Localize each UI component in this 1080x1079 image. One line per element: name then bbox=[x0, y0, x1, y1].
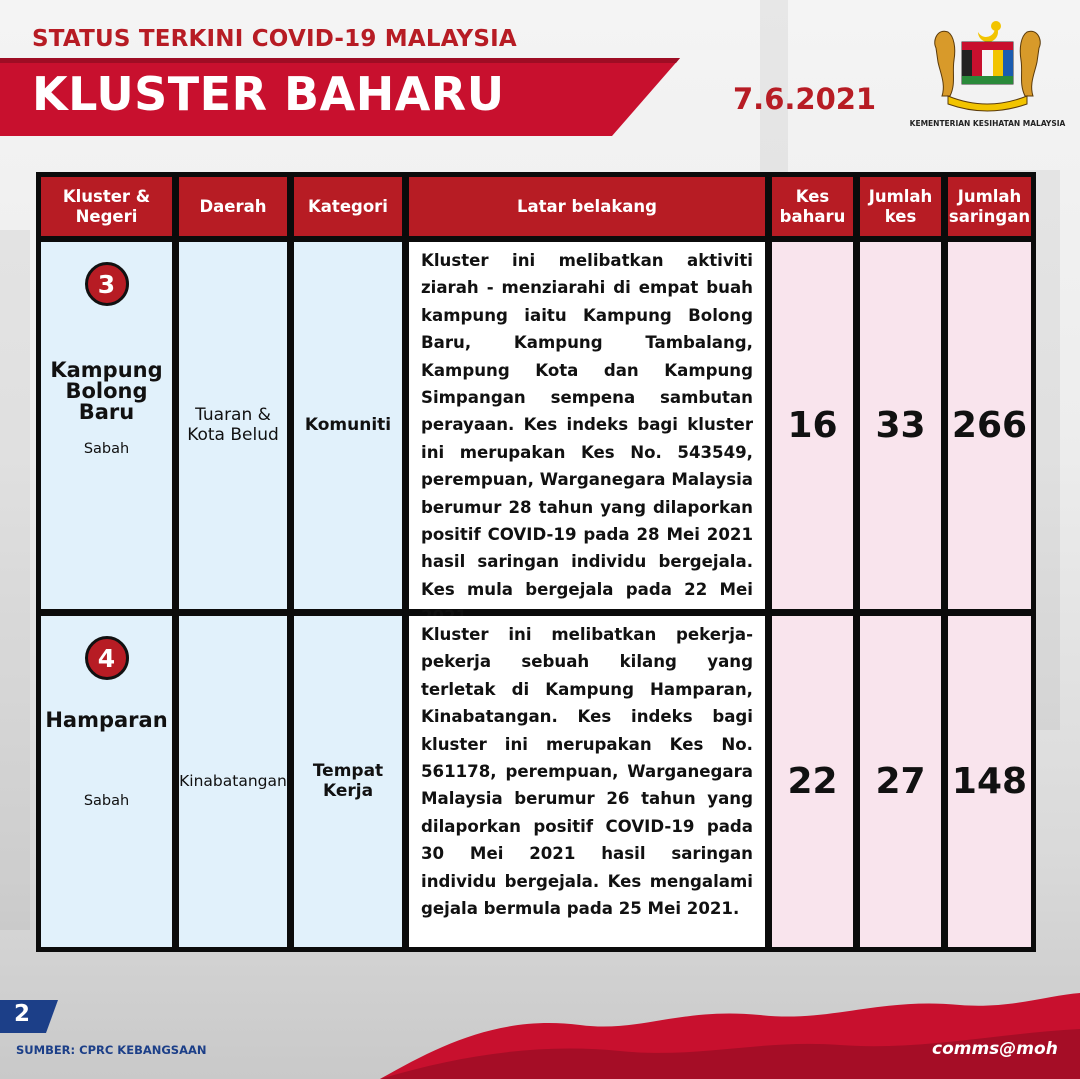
background-building bbox=[0, 230, 30, 930]
cluster-number-badge: 3 bbox=[85, 262, 129, 306]
source-label: SUMBER: CPRC KEBANGSAAN bbox=[16, 1043, 207, 1057]
page-title: KLUSTER BAHARU bbox=[32, 67, 505, 121]
footer-wave-decoration bbox=[380, 985, 1080, 1079]
header-subtitle: STATUS TERKINI COVID-19 MALAYSIA bbox=[32, 26, 517, 52]
header-date: 7.6.2021 bbox=[733, 82, 877, 116]
background-cell: Kluster ini melibatkan aktiviti ziarah - menziarahi di empat buah kampung iaitu Kampung Bolong Baru, Kampung Tambalang, Kampung Kota dan Kampung Simpangan sempena sambutan perayaan. Kes indeks bagi kluster ini merupakan Kes No. 543549, perempuan, Warganegara Malaysia berumur 28 tahun yang dilaporkan positif COVID-19 pada 28 Mei 2021 hasil saringan individu bergejala. Kes mula bergejala pada 22 Mei bbox=[409, 242, 765, 609]
cluster-cell bbox=[41, 616, 172, 947]
category-cell: Komuniti bbox=[294, 242, 402, 609]
cluster-name: Hamparan bbox=[45, 708, 168, 732]
clusters-table bbox=[36, 172, 1036, 952]
cluster-state: Sabah bbox=[83, 441, 130, 457]
logo-caption: KEMENTERIAN KESIHATAN MALAYSIA bbox=[909, 119, 1066, 128]
cluster-cell bbox=[41, 242, 172, 609]
government-crest-logo bbox=[930, 18, 1045, 113]
header-district: Daerah bbox=[179, 177, 287, 236]
district-cell: Tuaran & Kota Belud bbox=[179, 242, 287, 609]
social-handle: comms@moh bbox=[932, 1039, 1058, 1059]
district-cell: Kinabatangan bbox=[179, 616, 287, 947]
header-total-screening: Jumlah saringan bbox=[948, 177, 1031, 236]
page-number: 2 bbox=[14, 1001, 31, 1027]
header-new-cases: Kes baharu bbox=[772, 177, 853, 236]
cluster-number-badge: 4 bbox=[85, 636, 129, 680]
header-background: Latar belakang bbox=[409, 177, 765, 236]
total-cases-value: 27 bbox=[860, 616, 941, 947]
cluster-name: Kampung Bolong Baru bbox=[50, 358, 163, 424]
total-cases-value: 33 bbox=[860, 242, 941, 609]
new-cases-value: 22 bbox=[772, 616, 853, 947]
cluster-state: Sabah bbox=[83, 793, 130, 809]
total-screening-value: 148 bbox=[948, 616, 1031, 947]
new-cases-value: 16 bbox=[772, 242, 853, 609]
header-category: Kategori bbox=[294, 177, 402, 236]
category-cell: Tempat Kerja bbox=[294, 616, 402, 947]
background-cell: Kluster ini melibatkan pekerja-pekerja sebuah kilang yang terletak di Kampung Hamparan, Kinabatangan. Kes indeks bagi kluster ini merupakan Kes No. 561178, perempuan, Warganegara Malaysia berumur 26 tahun yang dilaporkan positif COVID-19 pada 30 Mei 2021 hasil saringan individu bergejala. Kes mengalami gejala bermula pada 25 Mei 2021. bbox=[409, 616, 765, 947]
header-cluster: Kluster & Negeri bbox=[41, 177, 172, 236]
header-total-cases: Jumlah kes bbox=[860, 177, 941, 236]
total-screening-value: 266 bbox=[948, 242, 1031, 609]
